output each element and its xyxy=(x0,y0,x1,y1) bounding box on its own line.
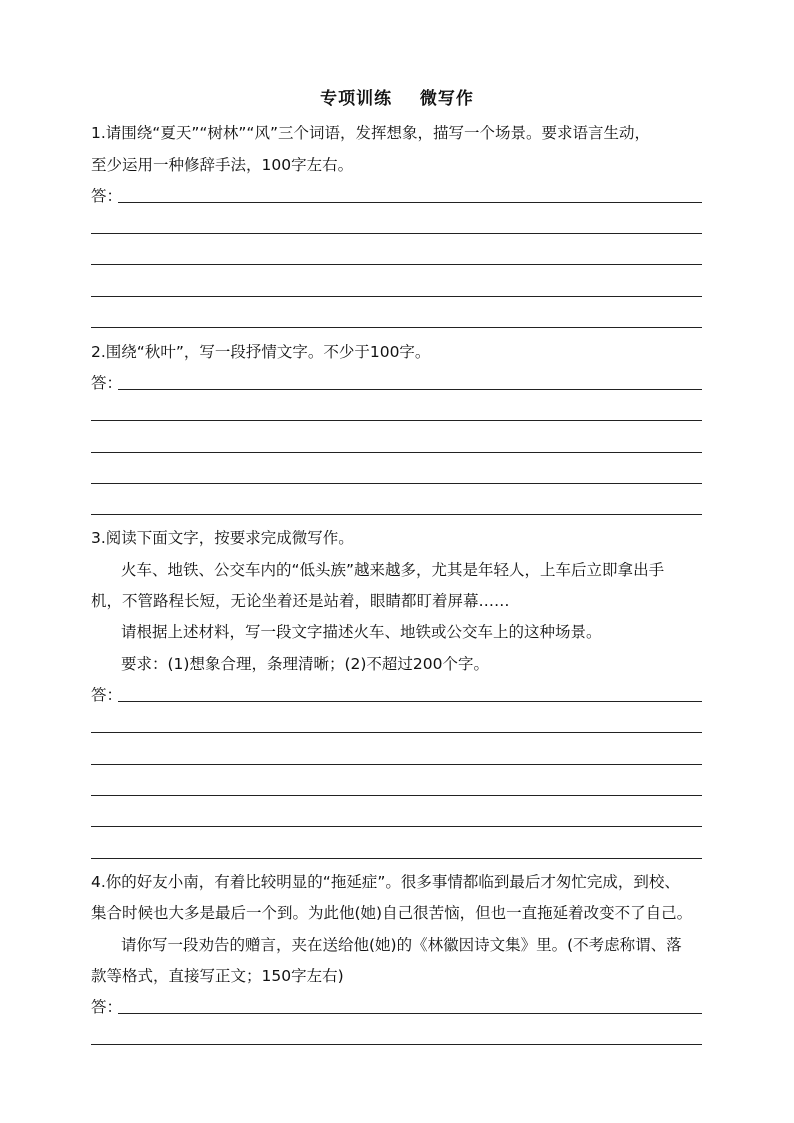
question-1-answer-line[interactable] xyxy=(91,264,702,265)
question-4-line-4: 款等格式，直接写正文；150字左右) xyxy=(91,967,344,985)
question-1-answer-line[interactable] xyxy=(118,202,702,203)
question-3-instruction: 请根据上述材料，写一段文字描述火车、地铁或公交车上的这种场景。 xyxy=(121,623,602,641)
question-3-answer-line[interactable] xyxy=(91,764,702,765)
question-3-material-line-2: 机，不管路程长短，无论坐着还是站着，眼睛都盯着屏幕…… xyxy=(91,592,510,610)
question-4-answer-label: 答： xyxy=(91,998,123,1016)
question-3-answer-line[interactable] xyxy=(91,795,702,796)
question-3-answer-line[interactable] xyxy=(118,701,702,702)
question-1-answer-line[interactable] xyxy=(91,327,702,328)
question-1-answer-label: 答： xyxy=(91,187,123,205)
question-3-answer-line[interactable] xyxy=(91,732,702,733)
question-3-line-1: 3.阅读下面文字，按要求完成微写作。 xyxy=(91,529,354,547)
question-4-answer-line[interactable] xyxy=(91,1044,702,1045)
question-1-line-2: 至少运用一种修辞手法，100字左右。 xyxy=(91,156,354,174)
question-1-answer-line[interactable] xyxy=(91,296,702,297)
question-2-answer-label: 答： xyxy=(91,374,123,392)
question-2-line-1: 2.围绕“秋叶”，写一段抒情文字。不少于100字。 xyxy=(91,343,431,361)
question-3-material-line-1: 火车、地铁、公交车内的“低头族”越来越多，尤其是年轻人，上车后立即拿出手 xyxy=(121,561,665,579)
question-4-line-2: 集合时候也大多是最后一个到。为此他(她)自己很苦恼，但也一直拖延着改变不了自己。 xyxy=(91,904,693,922)
page-title: 专项训练 微写作 xyxy=(320,89,474,109)
question-3-answer-label: 答： xyxy=(91,686,123,704)
question-1-line-1: 1.请围绕“夏天”“树林”“风”三个词语，发挥想象，描写一个场景。要求语言生动， xyxy=(91,124,650,142)
question-3-requirements: 要求：(1)想象合理，条理清晰；(2)不超过200个字。 xyxy=(121,655,489,673)
question-3-answer-line[interactable] xyxy=(91,826,702,827)
question-4-line-1: 4.你的好友小南，有着比较明显的“拖延症”。很多事情都临到最后才匆忙完成，到校、 xyxy=(91,873,680,891)
question-4-line-3: 请你写一段劝告的赠言，夹在送给他(她)的《林徽因诗文集》里。(不考虑称谓、落 xyxy=(121,936,682,954)
question-2-answer-line[interactable] xyxy=(91,452,702,453)
question-2-answer-line[interactable] xyxy=(91,514,702,515)
question-2-answer-line[interactable] xyxy=(91,483,702,484)
question-3-answer-line[interactable] xyxy=(91,858,702,859)
question-4-answer-line[interactable] xyxy=(118,1013,702,1014)
question-2-answer-line[interactable] xyxy=(118,389,702,390)
question-2-answer-line[interactable] xyxy=(91,420,702,421)
question-1-answer-line[interactable] xyxy=(91,233,702,234)
